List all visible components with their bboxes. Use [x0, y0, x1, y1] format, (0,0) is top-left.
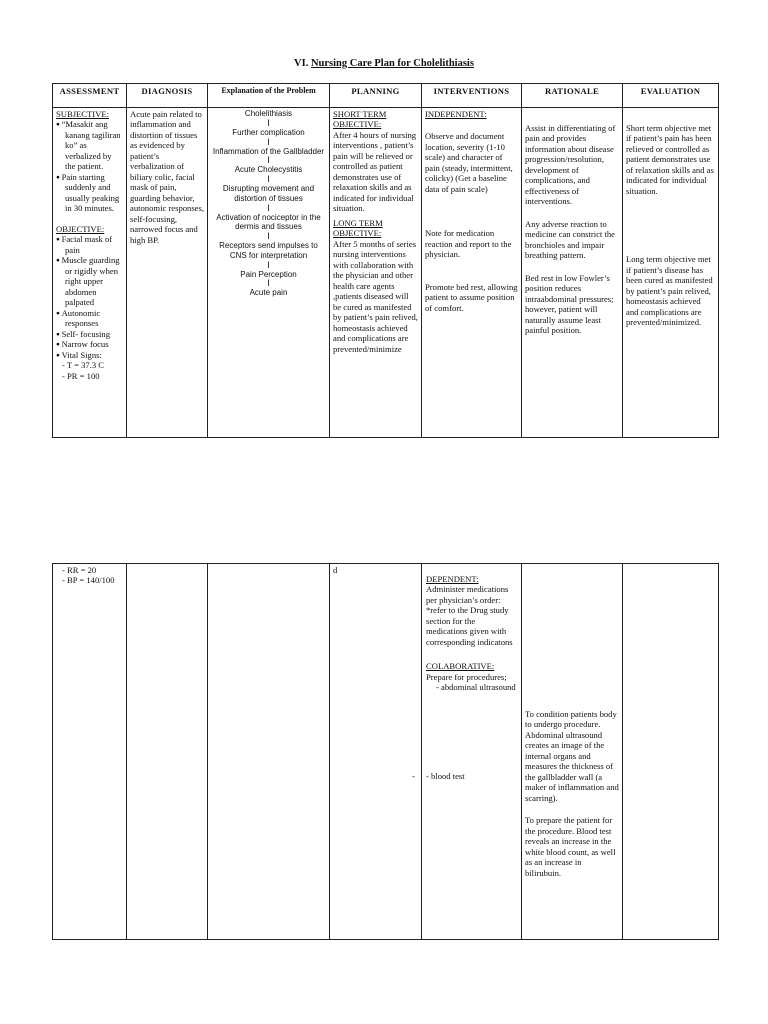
explanation-step: Further complication — [232, 127, 305, 137]
rationale-item: Assist in differentiating of pain and provides information about disease progression/resolution, development of complications, and effectiveness of interventions. — [525, 123, 616, 207]
header-row — [53, 84, 719, 108]
table-row — [53, 108, 719, 438]
diagnosis-cell: Acute pain related to inflammation and distortion of tissues as evidenced by patient’s verbalization of biliary colic, facial mask of pain, guarding behavior, autonomic responses, self-focusing, narrowed focus and high BP. — [127, 108, 208, 438]
explanation-step: Inflammation of the Gallbladder — [212, 146, 325, 156]
blood-test-item: - - blood test — [412, 770, 465, 781]
subjective-item: ● Pain starting suddenly and usually peaking in 30 minutes. — [56, 172, 123, 214]
planning-cell — [330, 108, 422, 438]
header-interventions: INTERVENTIONS — [422, 84, 522, 108]
objective-item: ● Muscle guarding or rigidly when right upper abdomen palpated — [56, 255, 123, 307]
explanation-step: Receptors send impulses to CNS for interpretation — [219, 241, 318, 260]
title-main: Nursing Care Plan for Cholelithiasis — [310, 58, 474, 69]
evaluation-cell — [623, 108, 719, 438]
evaluation-short: Short term objective met if patient’s pain has been relieved or controlled as patient demonstrates use of relaxation skills and as indicated for individual situation. — [626, 123, 714, 196]
objective-item: ● Vital Signs: — [56, 350, 123, 360]
rationale-cell — [522, 108, 623, 438]
objective-item: ● Self- focusing — [56, 329, 123, 339]
arrow-icon: I — [267, 117, 270, 128]
vital-respiratory-rate: - RR = 20 — [62, 565, 97, 575]
long-term-label: LONG TERM OBJECTIVE: — [333, 217, 383, 239]
collaborative-intervention: Prepare for procedures; — [426, 671, 507, 682]
intervention-item: Note for medication reaction and report to the physician. — [425, 228, 512, 260]
dependent-label: DEPENDENT: — [426, 574, 479, 584]
vital-blood-pressure: - BP = 140/100 — [62, 575, 115, 586]
arrow-icon: I — [267, 155, 270, 166]
assessment-cell-cont — [53, 564, 127, 940]
diagnosis-cell-cont — [127, 564, 208, 940]
care-plan-table-page-1 — [52, 83, 719, 438]
objective-label: OBJECTIVE: — [56, 223, 105, 234]
collaborative-item: - abdominal ultrasound — [436, 682, 516, 693]
explanation-step: Cholelithiasis — [244, 109, 293, 118]
short-term-objective: After 4 hours of nursing interventions , patient’s pain will be relieved or controlled as patient demonstrates use of relaxation skills and as indicated for individual situation. — [333, 129, 417, 214]
rationale-collaborative: To condition patients body to undergo procedure. Abdominal ultrasound creates an image of the internal organs and measures the thickness of the gallbladder wall (a maker of inflammation and scarring). — [525, 709, 619, 803]
explanation-step: Disrupting movement and distortion of tissues — [222, 184, 315, 203]
planning-continuation: d — [333, 565, 338, 575]
objective-item: ● Facial mask of pain — [56, 234, 123, 255]
assessment-cell — [53, 108, 127, 438]
title-prefix: VI. — [294, 58, 309, 69]
page-title — [0, 58, 768, 69]
arrow-icon: I — [267, 259, 270, 270]
evaluation-cell-cont — [623, 564, 719, 940]
collaborative-label: COLABORATIVE: — [426, 661, 495, 672]
interventions-cell-cont — [412, 564, 522, 940]
subjective-label: SUBJECTIVE: — [56, 109, 109, 119]
explanation-step: Acute Cholecystitis — [234, 165, 303, 175]
dependent-intervention: Administer medications per physician’s order: *refer to the Drug study section for the medications given with corresponding indicatons — [426, 584, 513, 647]
evaluation-long: Long term objective met if patient’s disease has been cured as manifested by patient’s pain relived, homeostasis achieved and complications are prevented/minimized. — [626, 254, 713, 328]
arrow-icon: I — [267, 174, 270, 184]
care-plan-table-page-2 — [52, 563, 719, 940]
vital-temperature: - T = 37.3 C — [62, 360, 105, 371]
header-planning: PLANNING — [330, 84, 422, 108]
header-rationale: RATIONALE — [522, 84, 623, 108]
planning-cell-cont — [330, 564, 422, 940]
header-assessment: ASSESSMENT — [53, 84, 127, 108]
rationale-item: Bed rest in low Fowler’s position reduces intraabdominal pressures; however, patient will naturally assume least painful position. — [525, 272, 614, 336]
intervention-item: Promote bed rest, allowing patient to assume position of comfort. — [425, 281, 518, 313]
arrow-icon: I — [267, 278, 270, 289]
arrow-icon: I — [267, 136, 270, 147]
arrow-icon: I — [267, 231, 270, 241]
objective-item: ● Narrow focus — [56, 339, 123, 349]
short-term-label: SHORT TERM OBJECTIVE: — [333, 109, 387, 130]
explanation-step: Pain Perception — [240, 269, 297, 279]
header-evaluation: EVALUATION — [623, 84, 719, 108]
explanation-step: Activation of nociceptor in the dermis and tissues — [216, 212, 321, 232]
header-explanation: Explanation of the Problem — [208, 84, 330, 108]
independent-label: INDEPENDENT: — [425, 109, 487, 119]
intervention-item: Observe and document location, severity (1-10 scale) and character of pain (steady, intermittent, colicky) (Get a baseline data of pain scale) — [425, 131, 513, 194]
table-row — [53, 564, 719, 940]
blood-test-dash: - — [412, 770, 415, 781]
interventions-cell — [422, 108, 522, 438]
rationale-item: Any adverse reaction to medicine can constrict the bronchioles and impair breathing pattern. — [525, 218, 615, 261]
long-term-objective: After 5 months of series nursing interventions with collaboration with the physician and other health care agents ,patients diseased will be cured as manifested by patient’s pain relived, homeostasis achieved and complications are prevented/minimize — [333, 238, 418, 354]
header-diagnosis: DIAGNOSIS — [127, 84, 208, 108]
rationale-blood-test: To prepare the patient for the procedure. Blood test reveals an increase in the white blood count, as well as an increase in bilirubuin. — [525, 815, 616, 878]
objective-item: ● Autonomic responses — [56, 308, 123, 329]
explanation-cell-cont — [208, 564, 330, 940]
subjective-item: ● “Masakit ang kanang tagiliran ko” as verbalized by the patient. — [56, 119, 123, 171]
explanation-step: Acute pain — [249, 288, 288, 298]
arrow-icon: I — [267, 202, 270, 213]
rationale-cell-cont — [522, 564, 623, 940]
explanation-cell — [208, 108, 330, 438]
vital-pulse: - PR = 100 — [62, 370, 100, 381]
